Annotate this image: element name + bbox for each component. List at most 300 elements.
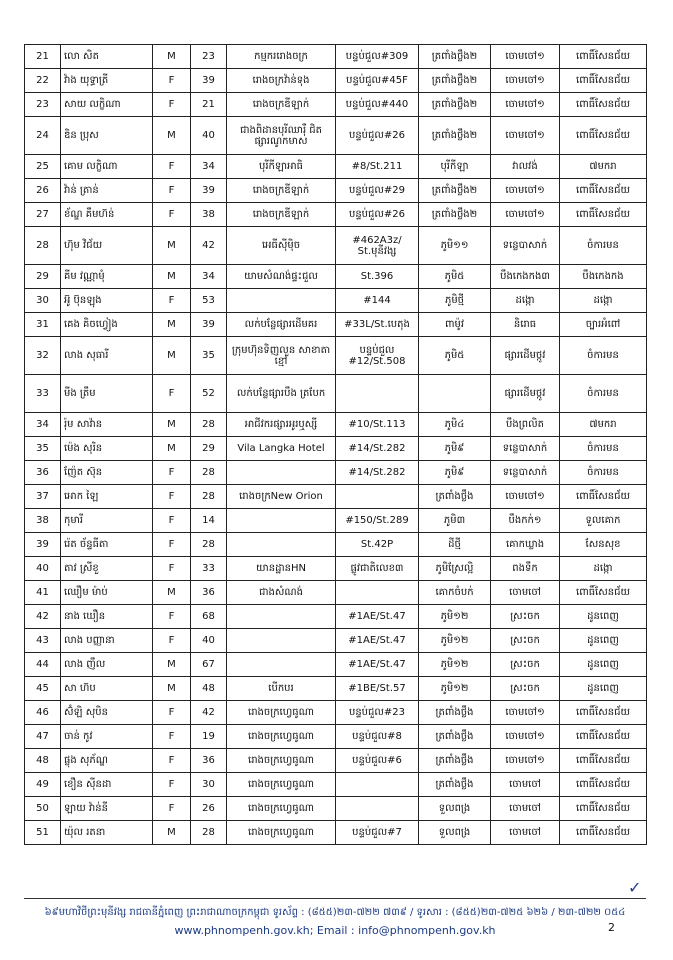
table-row (25, 677, 647, 701)
table-row (25, 581, 647, 605)
cell-name: ស៊ំឡិ សុបិន (61, 701, 153, 725)
cell-village: ភូមិ៤ (419, 413, 491, 437)
cell-district: ពោធិ៍សែនជ័យ (560, 203, 647, 227)
cell-commune: ផ្សារដើមថ្កូវ (491, 337, 560, 375)
pen-check-mark-icon: ✓ (628, 878, 642, 897)
cell-no: 26 (25, 179, 61, 203)
cell-commune: ទន្លេបាសាក់ (491, 461, 560, 485)
cell-sex: F (153, 797, 191, 821)
cell-age: 42 (191, 227, 227, 265)
cell-district: ពោធិ៍សែនជ័យ (560, 701, 647, 725)
cell-district: ដូនពេញ (560, 677, 647, 701)
cell-no: 36 (25, 461, 61, 485)
cell-job: រោងចក្រហ្វេធូណា (227, 821, 336, 845)
cell-village: ភូមិ៣ (419, 509, 491, 533)
cell-commune: ស្រះចក (491, 677, 560, 701)
cell-job (227, 629, 336, 653)
cell-addr: #150/St.289 (336, 509, 419, 533)
table-row (25, 725, 647, 749)
cell-sex: F (153, 375, 191, 413)
cell-district: ៧មករា (560, 155, 647, 179)
cell-job: រោងចក្រឌីឡាក់ (227, 203, 336, 227)
cell-commune: បឹងកក់១ (491, 509, 560, 533)
cell-job (227, 605, 336, 629)
cell-village: ភូមិ១២ (419, 629, 491, 653)
cell-sex: F (153, 701, 191, 725)
cell-job: រោងចក្រវ៉ាន់ទុង (227, 69, 336, 93)
cell-job: រោងចក្រហ្វេធូណា (227, 797, 336, 821)
cell-name: លាង បញ្ញានា (61, 629, 153, 653)
footer-website-email: www.phnompenh.gov.kh; Email : info@phnompenh.gov.kh (174, 924, 496, 937)
cell-district: ៧មករា (560, 413, 647, 437)
table-row (25, 227, 647, 265)
cell-sex: F (153, 485, 191, 509)
cell-district: បឹងកេងកង (560, 265, 647, 289)
cell-addr (336, 581, 419, 605)
table-row (25, 265, 647, 289)
cell-commune: ចោមចៅ១ (491, 701, 560, 725)
cell-age: 48 (191, 677, 227, 701)
cell-addr: បន្ទប់ជួល#23 (336, 701, 419, 725)
table-row (25, 313, 647, 337)
cell-name: មីង ត្រឹម (61, 375, 153, 413)
cell-name: វ៉ាង យុទ្ធាត្រី (61, 69, 153, 93)
cell-no: 34 (25, 413, 61, 437)
cell-commune: ចោមចៅ១ (491, 749, 560, 773)
cell-village: ដីថ្មី (419, 533, 491, 557)
cell-village: ត្រពាំងថ្លឹង២ (419, 45, 491, 69)
cell-addr: បន្ទប់ជួល#45F (336, 69, 419, 93)
cell-addr: #1AE/St.47 (336, 605, 419, 629)
table-row (25, 653, 647, 677)
cell-village: ត្រពាំងថ្លឹង (419, 701, 491, 725)
cell-addr: បន្ទប់ជួល#26 (336, 117, 419, 155)
table-row (25, 509, 647, 533)
cell-addr: St.42P (336, 533, 419, 557)
case-list-table (24, 44, 647, 845)
cell-age: 34 (191, 265, 227, 289)
cell-addr: បន្ទប់ជួល #12/St.508 (336, 337, 419, 375)
cell-addr (336, 773, 419, 797)
cell-village: ភូមិថ្មី (419, 289, 491, 313)
cell-addr: បន្ទប់ជួល#309 (336, 45, 419, 69)
cell-job (227, 289, 336, 313)
cell-commune: ចោមចៅ១ (491, 179, 560, 203)
cell-job: រោងចក្រហ្វេធូណា (227, 725, 336, 749)
cell-village: ពាម៉ូវ (419, 313, 491, 337)
cell-sex: F (153, 605, 191, 629)
cell-no: 30 (25, 289, 61, 313)
cell-commune: ស្រះចក (491, 629, 560, 653)
cell-name: អោក ឡៃ (61, 485, 153, 509)
cell-name: នាង ឃឿន (61, 605, 153, 629)
cell-sex: M (153, 117, 191, 155)
cell-commune: ចោមចៅ១ (491, 45, 560, 69)
cell-no: 22 (25, 69, 61, 93)
table-row (25, 461, 647, 485)
cell-addr: #10/St.113 (336, 413, 419, 437)
cell-addr: #8/St.211 (336, 155, 419, 179)
table-row (25, 533, 647, 557)
cell-no: 49 (25, 773, 61, 797)
cell-village: ទួលពង្រ (419, 821, 491, 845)
cell-age: 52 (191, 375, 227, 413)
cell-commune: ចោមចៅ (491, 797, 560, 821)
cell-sex: M (153, 653, 191, 677)
cell-no: 33 (25, 375, 61, 413)
cell-district: ចំការមន (560, 375, 647, 413)
cell-commune: ចោមចៅ១ (491, 93, 560, 117)
cell-sex: F (153, 289, 191, 313)
table-row (25, 289, 647, 313)
cell-addr: បន្ទប់ជួល#7 (336, 821, 419, 845)
cell-district: ពោធិ៍សែនជ័យ (560, 725, 647, 749)
cell-no: 24 (25, 117, 61, 155)
cell-age: 33 (191, 557, 227, 581)
cell-commune: ចោមចៅ១ (491, 485, 560, 509)
cell-sex: M (153, 821, 191, 845)
cell-sex: M (153, 337, 191, 375)
cell-district: ពោធិ៍សែនជ័យ (560, 117, 647, 155)
cell-addr: បន្ទប់ជួល#26 (336, 203, 419, 227)
cell-sex: F (153, 155, 191, 179)
cell-job (227, 461, 336, 485)
cell-job: យានដ្ឋានHN (227, 557, 336, 581)
cell-age: 39 (191, 313, 227, 337)
cell-no: 35 (25, 437, 61, 461)
cell-name: ឈឿម ម៉ាប់ (61, 581, 153, 605)
cell-commune: ចោមចៅ១ (491, 203, 560, 227)
cell-no: 29 (25, 265, 61, 289)
cell-sex: M (153, 677, 191, 701)
cell-no: 25 (25, 155, 61, 179)
table-row (25, 337, 647, 375)
cell-district: ដូនពេញ (560, 629, 647, 653)
cell-district: ពោធិ៍សែនជ័យ (560, 581, 647, 605)
cell-no: 50 (25, 797, 61, 821)
cell-job: កម្មកររោងចក្រ (227, 45, 336, 69)
cell-job: ជាងសំណង់ (227, 581, 336, 605)
cell-name: រ៉េត ច័ន្ទធីតា (61, 533, 153, 557)
cell-age: 28 (191, 533, 227, 557)
cell-job (227, 533, 336, 557)
cell-village: ភូមិ៩ (419, 461, 491, 485)
cell-name: ឡាយ វ៉ាន់នី (61, 797, 153, 821)
cell-sex: M (153, 581, 191, 605)
cell-sex: F (153, 773, 191, 797)
cell-sex: F (153, 557, 191, 581)
cell-sex: M (153, 413, 191, 437)
cell-sex: F (153, 69, 191, 93)
cell-sex: F (153, 179, 191, 203)
cell-age: 40 (191, 117, 227, 155)
cell-job: រោងចក្រឌីឡាក់ (227, 93, 336, 117)
cell-district: ពោធិ៍សែនជ័យ (560, 797, 647, 821)
cell-village: បុរីកីឡា (419, 155, 491, 179)
cell-addr: #33L/St.បេតុង (336, 313, 419, 337)
cell-no: 48 (25, 749, 61, 773)
cell-district: ច្បារអំពៅ (560, 313, 647, 337)
table-row (25, 773, 647, 797)
cell-district: ពោធិ៍សែនជ័យ (560, 93, 647, 117)
cell-age: 39 (191, 179, 227, 203)
table-row (25, 375, 647, 413)
page-number: 2 (608, 921, 615, 934)
cell-addr (336, 485, 419, 509)
cell-age: 42 (191, 701, 227, 725)
cell-name: គោម លក្ខិណា (61, 155, 153, 179)
cell-village: ត្រពាំងថ្លឹង (419, 485, 491, 509)
table-row (25, 557, 647, 581)
cell-commune: ស្រះចក (491, 653, 560, 677)
cell-age: 28 (191, 461, 227, 485)
cell-commune: បឹងព្រលិត (491, 413, 560, 437)
table-row (25, 179, 647, 203)
cell-name: ចាន់ កូវ (61, 725, 153, 749)
cell-job: រោងចក្រហ្វេធូណា (227, 749, 336, 773)
footer-divider (24, 898, 646, 899)
cell-district: ពោធិ៍សែនជ័យ (560, 69, 647, 93)
table-row (25, 45, 647, 69)
cell-no: 38 (25, 509, 61, 533)
cell-job: អាជីវករផ្សារអូរឬស្សី (227, 413, 336, 437)
cell-no: 47 (25, 725, 61, 749)
cell-age: 36 (191, 581, 227, 605)
cell-no: 23 (25, 93, 61, 117)
cell-age: 36 (191, 749, 227, 773)
cell-no: 44 (25, 653, 61, 677)
cell-job: រោងចក្រហ្វេធូណា (227, 701, 336, 725)
table-row (25, 605, 647, 629)
cell-addr (336, 797, 419, 821)
cell-addr: #144 (336, 289, 419, 313)
cell-sex: M (153, 437, 191, 461)
table-row (25, 797, 647, 821)
table-row (25, 485, 647, 509)
cell-job: លក់បន្លែផ្សារដើមគរ (227, 313, 336, 337)
cell-age: 40 (191, 629, 227, 653)
cell-district: ចំការមន (560, 437, 647, 461)
cell-job (227, 653, 336, 677)
cell-addr: #14/St.282 (336, 437, 419, 461)
cell-no: 27 (25, 203, 61, 227)
cell-district: ពោធិ៍សែនជ័យ (560, 485, 647, 509)
cell-sex: M (153, 227, 191, 265)
cell-age: 26 (191, 797, 227, 821)
cell-commune: ផ្សារដើមថ្កូវ (491, 375, 560, 413)
cell-village: ភូមិ៥ (419, 265, 491, 289)
cell-name: ខ័ណ្ឌ គឹមហ៊ន់ (61, 203, 153, 227)
cell-addr: #1BE/St.57 (336, 677, 419, 701)
cell-village: គោកចំបក់ (419, 581, 491, 605)
cell-no: 46 (25, 701, 61, 725)
footer-address: ៦៩មហាវិថីព្រះមុនីវង្ស រាជធានីភ្នំពេញ ព្រះរាជាណាចក្រកម្ពុជា ទូរស័ព្ទ : (៨៥៥)២៣-៧២២ ៧៣៩ / ទូរសារ : (៨៥៥)២៣-៧២៥ ៦២៦ / ២៣-៧២២ ០៥៤ (44, 907, 626, 918)
cell-village: ភូមិ១២ (419, 677, 491, 701)
cell-village: ត្រពាំងថ្លឹង២ (419, 117, 491, 155)
cell-age: 39 (191, 69, 227, 93)
cell-district: ដង្កោ (560, 289, 647, 313)
table-row (25, 749, 647, 773)
cell-age: 30 (191, 773, 227, 797)
cell-district: ពោធិ៍សែនជ័យ (560, 773, 647, 797)
cell-commune: ចោមចៅ (491, 773, 560, 797)
cell-no: 21 (25, 45, 61, 69)
cell-district: ចំការមន (560, 461, 647, 485)
cell-age: 53 (191, 289, 227, 313)
cell-addr: បន្ទប់ជួល#8 (336, 725, 419, 749)
cell-village: ភូមិ១២ (419, 605, 491, 629)
cell-no: 51 (25, 821, 61, 845)
table-row (25, 93, 647, 117)
cell-no: 31 (25, 313, 61, 337)
cell-age: 28 (191, 821, 227, 845)
cell-no: 28 (25, 227, 61, 265)
cell-commune: ទន្លេបាសាក់ (491, 227, 560, 265)
cell-district: សែនសុខ (560, 533, 647, 557)
cell-village: ទួលពង្រ (419, 797, 491, 821)
cell-age: 29 (191, 437, 227, 461)
cell-addr: បន្ទប់ជួល#29 (336, 179, 419, 203)
cell-commune: និរោធ (491, 313, 560, 337)
cell-name: គេង គិចហ្វៀង (61, 313, 153, 337)
cell-district: ទួលគោក (560, 509, 647, 533)
cell-job (227, 509, 336, 533)
cell-name: លាង សុធារី (61, 337, 153, 375)
cell-job: ជាងពិដានបុរីឈារ៉ឺ ជិតផ្សារណូកមាស (227, 117, 336, 155)
cell-addr: បន្ទប់ជួល#6 (336, 749, 419, 773)
cell-job: យាមសំណង់ផ្ទះជួល (227, 265, 336, 289)
cell-sex: M (153, 313, 191, 337)
cell-district: ដូនពេញ (560, 653, 647, 677)
cell-commune: ចោមចៅ១ (491, 117, 560, 155)
cell-no: 32 (25, 337, 61, 375)
table-row (25, 155, 647, 179)
cell-commune: ទន្លេបាសាក់ (491, 437, 560, 461)
cell-no: 40 (25, 557, 61, 581)
cell-job: Vila Langka Hotel (227, 437, 336, 461)
cell-district: ចំការមន (560, 227, 647, 265)
cell-commune: គោកឃ្លាង (491, 533, 560, 557)
cell-age: 19 (191, 725, 227, 749)
cell-name: អ៊ូ ប៊ុនឡុង (61, 289, 153, 313)
cell-district: ចំការមន (560, 337, 647, 375)
cell-job: បុរីកីឡាអាធិ (227, 155, 336, 179)
cell-village: ភូមិ៥ (419, 337, 491, 375)
cell-village: ត្រពាំងថ្លឹង២ (419, 69, 491, 93)
cell-village: ត្រពាំងថ្លឹង (419, 773, 491, 797)
cell-name: ឌិន ប្រុស (61, 117, 153, 155)
cell-sex: F (153, 533, 191, 557)
cell-village: ភូមិ១២ (419, 653, 491, 677)
cell-commune: ចោមចៅ (491, 581, 560, 605)
table-body (25, 45, 647, 845)
cell-sex: F (153, 93, 191, 117)
cell-district: ពោធិ៍សែនជ័យ (560, 821, 647, 845)
cell-addr: #14/St.282 (336, 461, 419, 485)
cell-job: រោងចក្រឌីឡាក់ (227, 179, 336, 203)
cell-commune: ស្រះចក (491, 605, 560, 629)
cell-name: សាយ លក្ខិណា (61, 93, 153, 117)
cell-sex: F (153, 509, 191, 533)
cell-village: ភូមិស្រែល្អិ (419, 557, 491, 581)
cell-name: រ៉ុម សាវ៉ាន (61, 413, 153, 437)
cell-district: ដង្កោ (560, 557, 647, 581)
table-row (25, 203, 647, 227)
cell-no: 41 (25, 581, 61, 605)
cell-sex: F (153, 629, 191, 653)
table-row (25, 117, 647, 155)
cell-district: ពោធិ៍សែនជ័យ (560, 749, 647, 773)
cell-age: 28 (191, 485, 227, 509)
table-row (25, 413, 647, 437)
cell-sex: F (153, 461, 191, 485)
cell-addr: #1AE/St.47 (336, 629, 419, 653)
cell-sex: F (153, 749, 191, 773)
cell-age: 21 (191, 93, 227, 117)
cell-no: 43 (25, 629, 61, 653)
cell-village: ត្រពាំងថ្លឹង២ (419, 179, 491, 203)
cell-name: លោ សិត (61, 45, 153, 69)
cell-age: 23 (191, 45, 227, 69)
cell-sex: M (153, 265, 191, 289)
cell-addr (336, 375, 419, 413)
cell-commune: វាលវង់ (491, 155, 560, 179)
cell-district: ដូនពេញ (560, 605, 647, 629)
cell-age: 68 (191, 605, 227, 629)
cell-sex: M (153, 45, 191, 69)
cell-age: 34 (191, 155, 227, 179)
cell-village (419, 375, 491, 413)
cell-age: 38 (191, 203, 227, 227)
table-row (25, 701, 647, 725)
cell-name: គីម វណ្ណាមុំ (61, 265, 153, 289)
cell-job: បើកបរ (227, 677, 336, 701)
cell-age: 35 (191, 337, 227, 375)
cell-commune: ដង្កោ (491, 289, 560, 313)
cell-name: យ៉ុល រតនា (61, 821, 153, 845)
cell-no: 39 (25, 533, 61, 557)
cell-age: 67 (191, 653, 227, 677)
table-row (25, 629, 647, 653)
cell-village: ត្រពាំងថ្លឹង២ (419, 203, 491, 227)
cell-job: ក្រុមហ៊ុនទិញលួន សាខាតាខ្មៅ (227, 337, 336, 375)
cell-addr: ផ្លូវជាតិលេខ៣ (336, 557, 419, 581)
cell-commune: ចោមចៅ១ (491, 725, 560, 749)
cell-addr: #1AE/St.47 (336, 653, 419, 677)
cell-no: 37 (25, 485, 61, 509)
cell-name: ខឿន ស៊ីនដា (61, 773, 153, 797)
cell-village: ភូមិ១១ (419, 227, 491, 265)
cell-village: ត្រពាំងថ្លឹង (419, 749, 491, 773)
cell-job: រោងចក្រNew Orion (227, 485, 336, 509)
cell-name: ម៉េង សុរិន (61, 437, 153, 461)
cell-village: ត្រពាំងថ្លឹង២ (419, 93, 491, 117)
cell-name: កុមារី (61, 509, 153, 533)
cell-job: អេធីស៊ីម៉ិច (227, 227, 336, 265)
table-row (25, 821, 647, 845)
cell-addr: St.396 (336, 265, 419, 289)
cell-sex: F (153, 203, 191, 227)
cell-name: ហ៊ុម វិជ័យ (61, 227, 153, 265)
cell-commune: បឹងកេងកង៣ (491, 265, 560, 289)
cell-commune: ពងទឹក (491, 557, 560, 581)
cell-district: ពោធិ៍សែនជ័យ (560, 45, 647, 69)
cell-name: ផ្លុង សុភ័ណ្ឌ (61, 749, 153, 773)
cell-commune: ចោមចៅ១ (491, 69, 560, 93)
table-row (25, 437, 647, 461)
cell-no: 45 (25, 677, 61, 701)
cell-name: វ៉ាន់ ត្រាន់ (61, 179, 153, 203)
